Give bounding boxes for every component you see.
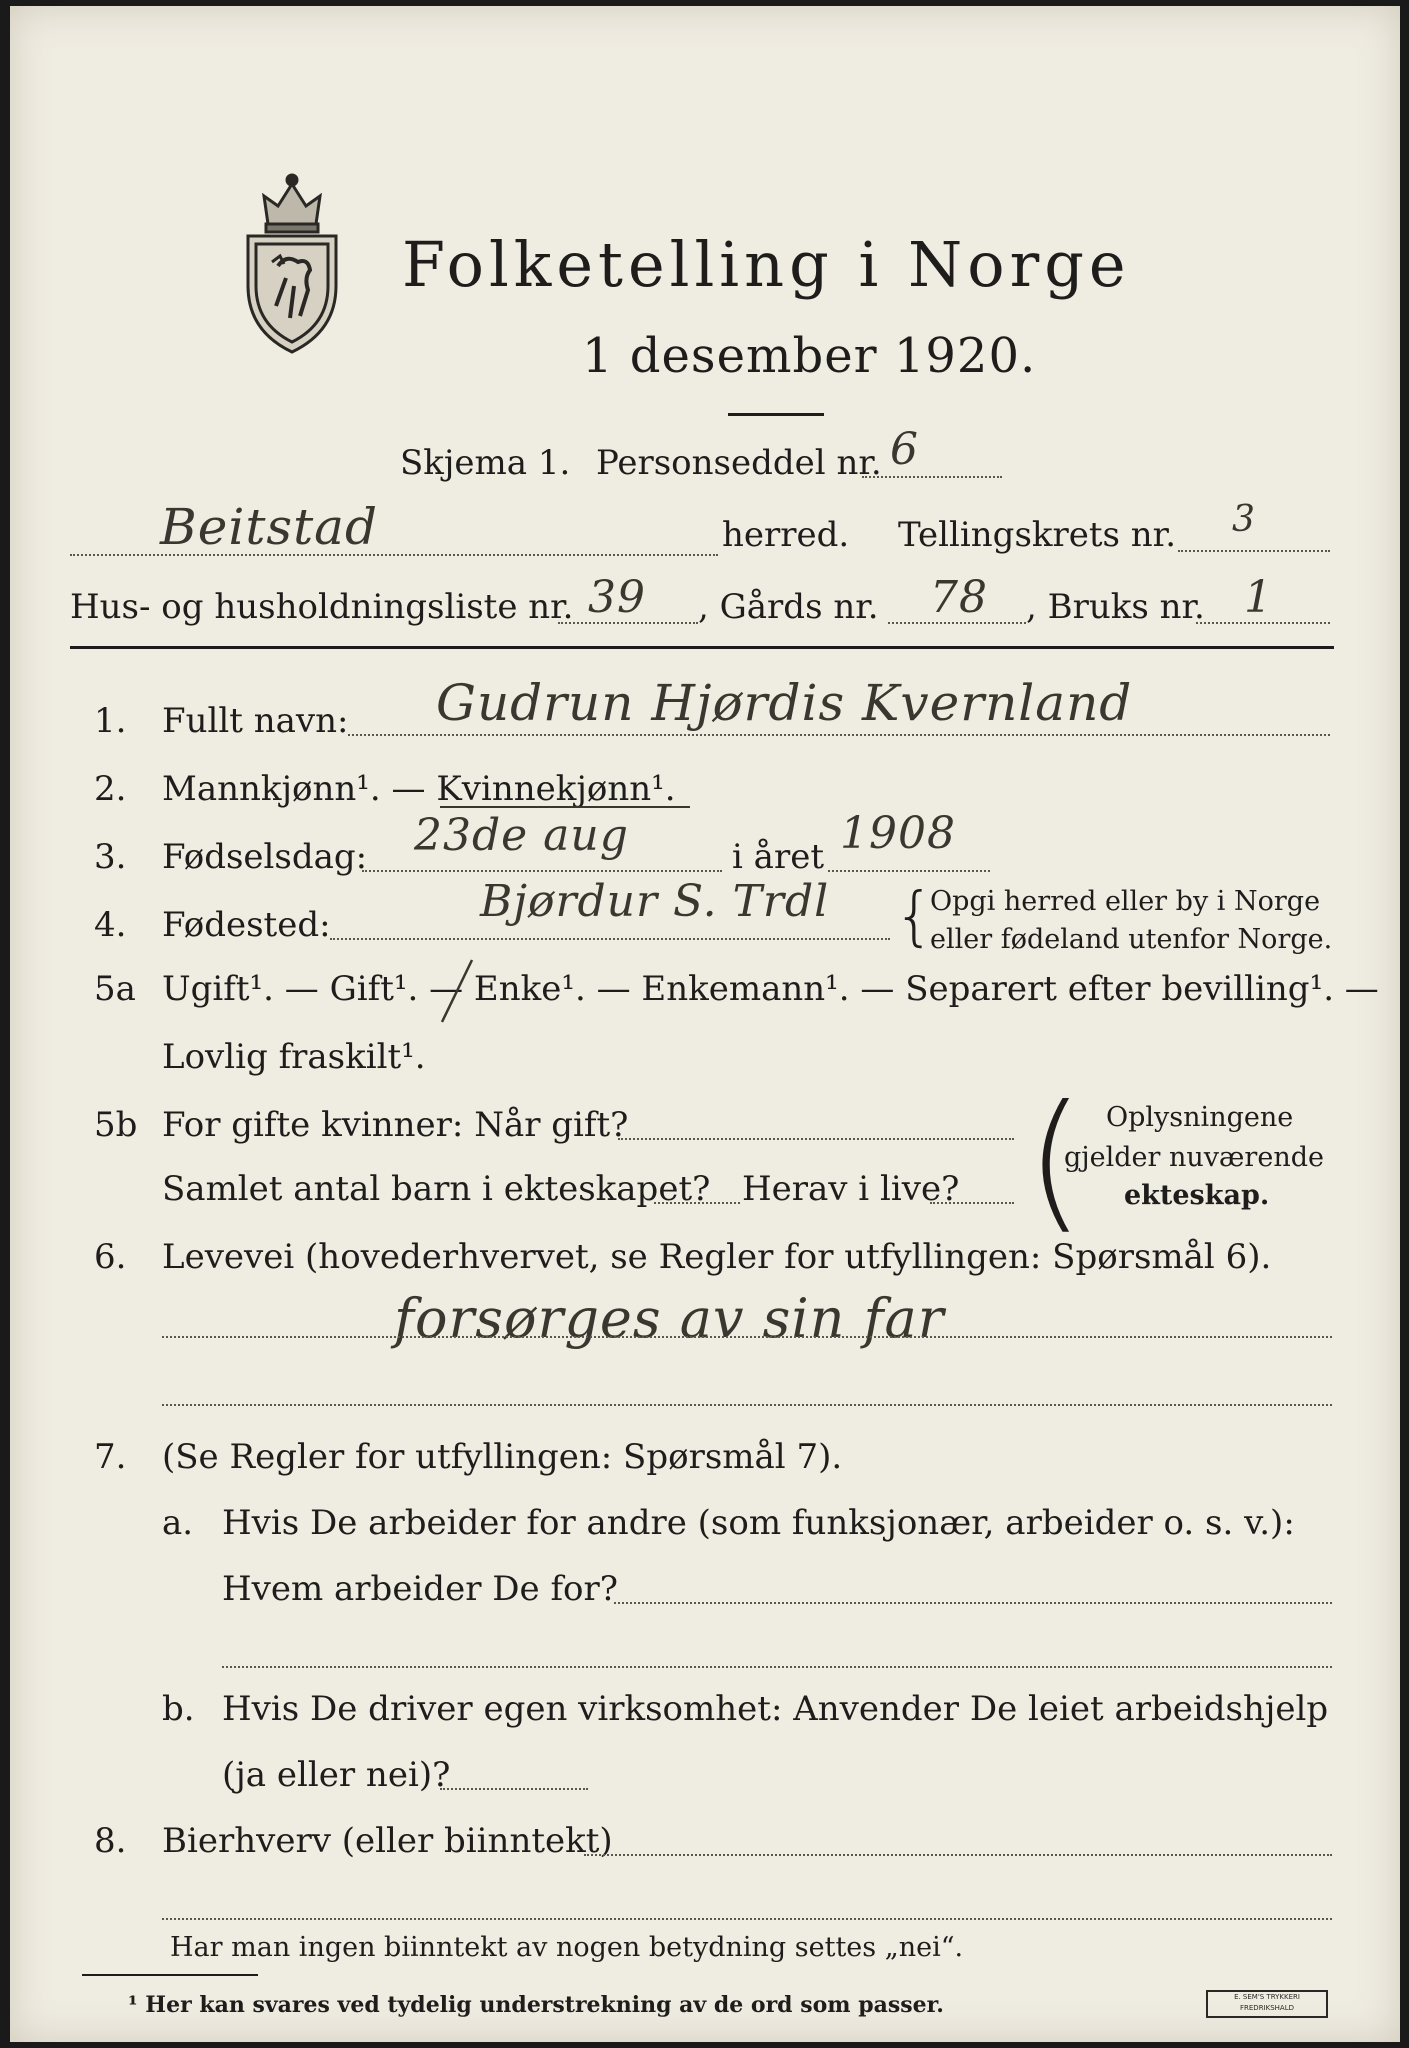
footnote: ¹ Her kan svares ved tydelig understrekning av de ord som passer. [128, 1992, 944, 2018]
q4-line [330, 938, 890, 940]
hus-value: 39 [588, 572, 646, 623]
q3-year-line [828, 870, 990, 872]
herred-value: Beitstad [160, 498, 378, 556]
q2-kvinnekjonn-underline [440, 806, 690, 808]
q4-note-1: Opgi herred eller by i Norge [930, 886, 1321, 917]
q5b-note-2: gjelder nuværende [1064, 1142, 1324, 1173]
gards-label: , Gårds nr. [698, 587, 879, 627]
q3-year-value: 1908 [840, 808, 956, 859]
q7b-letter: b. [162, 1689, 195, 1729]
q7b-label: Hvis De driver egen virksomhet: Anvender De leiet arbeidshjelp [222, 1689, 1329, 1729]
q8-line-2 [162, 1918, 1332, 1920]
q7-label: (Se Regler for utfyllingen: Spørsmål 7). [162, 1437, 843, 1477]
q5b-note-3: ekteskap. [1124, 1180, 1270, 1211]
q4-brace: { [894, 880, 935, 954]
printer-mark [1206, 1990, 1328, 2018]
q7a-letter: a. [162, 1503, 194, 1543]
q6-label: Levevei (hovederhvervet, se Regler for utfyllingen: Spørsmål 6). [162, 1237, 1272, 1277]
q5b-brace: ( [1026, 1074, 1085, 1248]
q1-value: Gudrun Hjørdis Kvernland [436, 674, 1133, 732]
footer-note: Har man ingen biinntekt av nogen betydning settes „nei“. [170, 1932, 964, 1963]
q5a-pencil-mark-icon [436, 956, 476, 1026]
q7a-line-2 [222, 1666, 1332, 1668]
q4-value: Bjørdur S. Trdl [480, 876, 830, 927]
herred-line [70, 554, 718, 556]
q7-number: 7. [94, 1437, 127, 1477]
q5b-line-1 [618, 1138, 1014, 1140]
form-title: Folketelling i Norge [402, 228, 1131, 301]
q4-number: 4. [94, 905, 127, 945]
q3-line [362, 870, 722, 872]
bruks-value: 1 [1244, 572, 1273, 623]
q3-label: Fødselsdag: [162, 837, 368, 877]
q5a-label: Ugift¹. — Gift¹. — Enke¹. — Enkemann¹. — Separert efter bevilling¹. — [162, 969, 1379, 1009]
title-divider [728, 413, 824, 416]
q5a-number: 5a [94, 969, 136, 1009]
personseddel-line [862, 476, 1002, 478]
census-form-sheet [10, 6, 1400, 2042]
printer-mark-text: E. SEM'S TRYKKERI FREDRIKSHALD [1234, 1993, 1300, 2012]
q6-line-2 [162, 1404, 1332, 1406]
skjema-label: Skjema 1. [400, 443, 571, 483]
q5b-line-2 [654, 1202, 740, 1204]
personseddel-value: 6 [890, 424, 919, 475]
q7a-label-2: Hvem arbeider De for? [222, 1569, 618, 1609]
q7a-line-1 [614, 1602, 1332, 1604]
q3-year-label: i året [732, 837, 824, 877]
q5a-label-2: Lovlig fraskilt¹. [162, 1037, 426, 1077]
coat-of-arms-icon [228, 166, 356, 356]
hus-label: Hus- og husholdningsliste nr. [70, 587, 574, 627]
q3-value: 23de aug [414, 810, 629, 861]
herred-label: herred. [722, 515, 850, 555]
q6-value: forsørges av sin far [394, 1287, 945, 1350]
q1-number: 1. [94, 701, 127, 741]
bruks-label: , Bruks nr. [1026, 587, 1205, 627]
q8-label: Bierhverv (eller biinntekt) [162, 1821, 613, 1861]
q4-label: Fødested: [162, 905, 331, 945]
q6-line-1 [162, 1336, 1332, 1338]
footnote-rule [82, 1974, 258, 1976]
q5b-line-3 [930, 1202, 1014, 1204]
q7b-line [440, 1788, 588, 1790]
census-date: 1 desember 1920. [582, 328, 1037, 384]
q2-number: 2. [94, 769, 127, 809]
q5b-number: 5b [94, 1105, 138, 1145]
q1-label: Fullt navn: [162, 701, 349, 741]
q8-number: 8. [94, 1821, 127, 1861]
q5b-label: For gifte kvinner: Når gift? [162, 1105, 629, 1145]
q4-note-2: eller fødeland utenfor Norge. [930, 924, 1333, 955]
q7a-label: Hvis De arbeider for andre (som funksjonær, arbeider o. s. v.): [222, 1503, 1295, 1543]
q5b-label-3: Herav i live? [742, 1169, 960, 1209]
tellingskrets-label: Tellingskrets nr. [898, 515, 1177, 555]
q6-number: 6. [94, 1237, 127, 1277]
q8-line-1 [584, 1854, 1332, 1856]
gards-value: 78 [930, 572, 988, 623]
q5b-label-2: Samlet antal barn i ekteskapet? [162, 1169, 711, 1209]
q3-number: 3. [94, 837, 127, 877]
q2-label: Mannkjønn¹. — Kvinnekjønn¹. [162, 769, 676, 809]
tellingskrets-line [1178, 550, 1330, 552]
header-rule [70, 646, 1334, 649]
q7b-label-2: (ja eller nei)? [222, 1755, 451, 1795]
q1-line [348, 734, 1330, 736]
q5b-note-1: Oplysningene [1106, 1102, 1294, 1133]
tellingskrets-value: 3 [1232, 499, 1256, 540]
personseddel-label: Personseddel nr. [596, 443, 882, 483]
